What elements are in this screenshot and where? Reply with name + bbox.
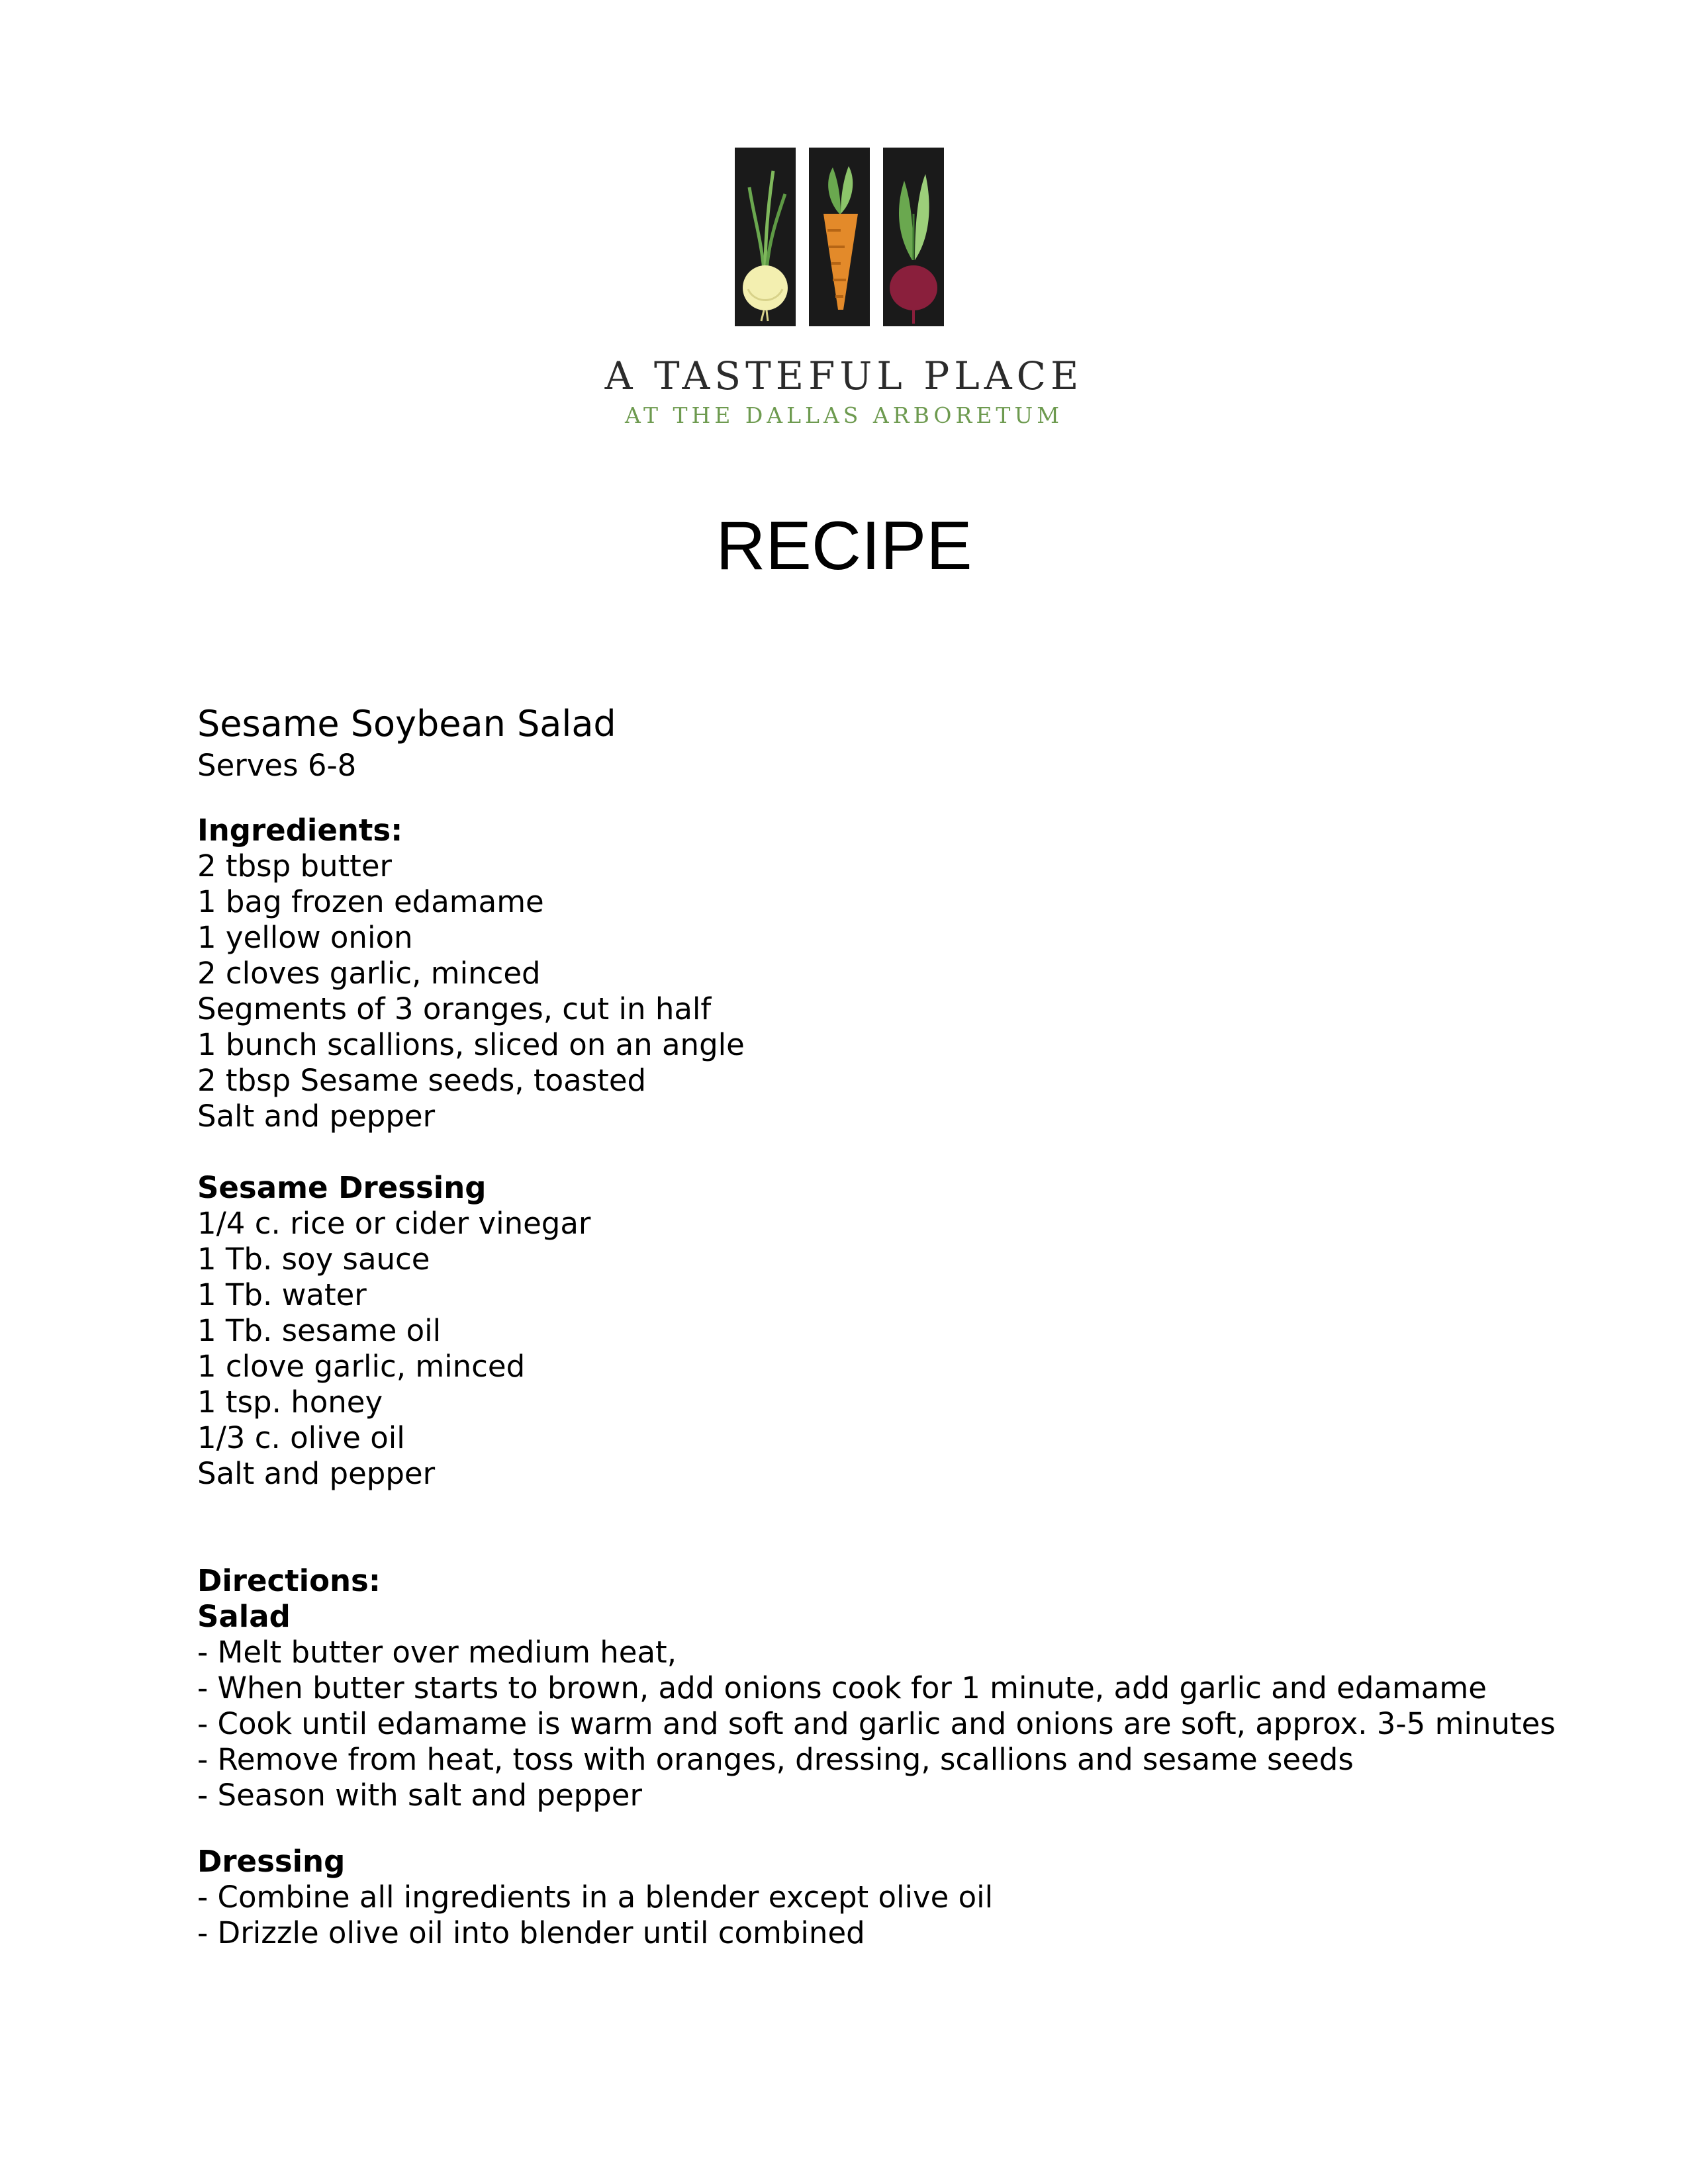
ingredients-heading: Ingredients: bbox=[197, 813, 403, 848]
list-item: 2 cloves garlic, minced bbox=[197, 956, 541, 991]
list-item: - Cook until edamame is warm and soft and garlic and onions are soft, approx. 3-5 minutes bbox=[197, 1706, 1556, 1741]
list-item: 1 Tb. soy sauce bbox=[197, 1242, 430, 1277]
dressing-heading: Sesame Dressing bbox=[197, 1170, 487, 1205]
ingredients-list bbox=[197, 848, 1554, 1134]
list-item: 1 tsp. honey bbox=[197, 1385, 383, 1420]
dressing-steps-list bbox=[197, 1880, 1554, 1951]
logo-vegetables-icon bbox=[735, 148, 944, 326]
list-item: - Melt butter over medium heat, bbox=[197, 1635, 677, 1670]
logo-name: A TASTEFUL PLACE bbox=[604, 353, 1084, 398]
list-item: 2 tbsp Sesame seeds, toasted bbox=[197, 1063, 647, 1098]
list-item: Segments of 3 oranges, cut in half bbox=[197, 991, 712, 1026]
list-item: 1/3 c. olive oil bbox=[197, 1420, 405, 1455]
list-item: - When butter starts to brown, add onions cook for 1 minute, add garlic and edamame bbox=[197, 1670, 1487, 1706]
list-item: 1 Tb. water bbox=[197, 1277, 367, 1312]
recipe-body bbox=[197, 700, 1554, 1951]
dressing-ingredients-list bbox=[197, 1206, 1554, 1492]
page-title: RECIPE bbox=[716, 508, 972, 584]
recipe-name: Sesame Soybean Salad bbox=[197, 703, 616, 745]
list-item: 1 bag frozen edamame bbox=[197, 884, 544, 919]
list-item: - Remove from heat, toss with oranges, dressing, scallions and sesame seeds bbox=[197, 1742, 1354, 1777]
list-item: 2 tbsp butter bbox=[197, 848, 393, 884]
directions-heading: Directions: bbox=[197, 1563, 381, 1598]
list-item: Salt and pepper bbox=[197, 1099, 436, 1134]
list-item: 1/4 c. rice or cider vinegar bbox=[197, 1206, 591, 1241]
salad-steps-list bbox=[197, 1635, 1554, 1813]
list-item: Salt and pepper bbox=[197, 1456, 436, 1491]
list-item: - Season with salt and pepper bbox=[197, 1778, 642, 1813]
list-item: 1 Tb. sesame oil bbox=[197, 1313, 442, 1348]
list-item: 1 clove garlic, minced bbox=[197, 1349, 526, 1384]
list-item: - Drizzle olive oil into blender until combined bbox=[197, 1915, 865, 1950]
salad-steps-heading: Salad bbox=[197, 1599, 291, 1634]
dressing-steps-heading: Dressing bbox=[197, 1844, 346, 1879]
list-item: 1 bunch scallions, sliced on an angle bbox=[197, 1027, 745, 1062]
recipe-serves: Serves 6-8 bbox=[197, 748, 357, 783]
list-item: 1 yellow onion bbox=[197, 920, 413, 955]
list-item: - Combine all ingredients in a blender except olive oil bbox=[197, 1880, 994, 1915]
logo-subtitle: AT THE DALLAS ARBORETUM bbox=[624, 402, 1064, 428]
